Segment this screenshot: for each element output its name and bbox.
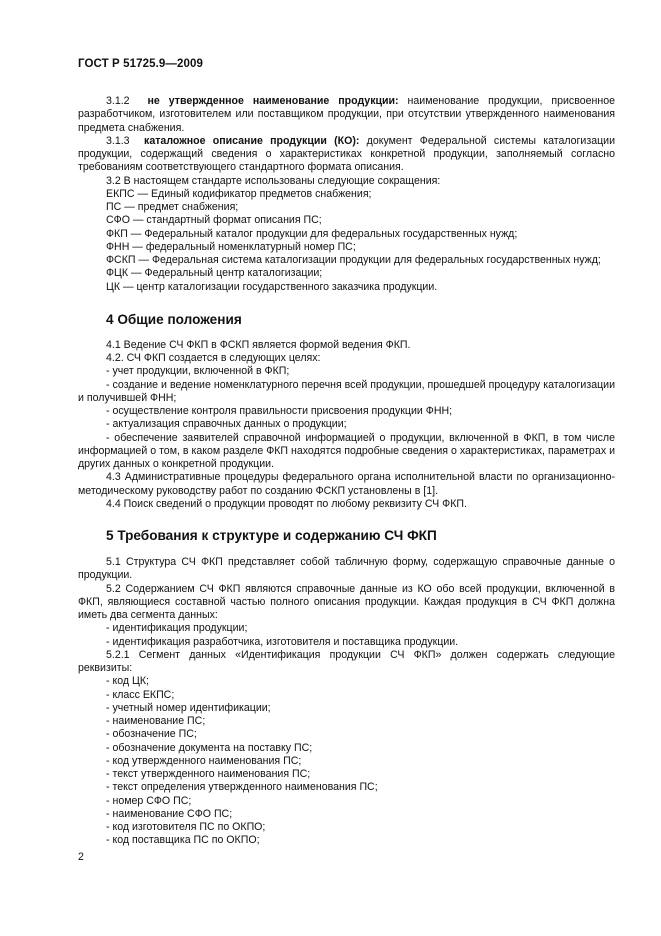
goal-item: - осуществление контроля правильности присвоения продукции ФНН; [106,405,453,417]
goal-item: - создание и ведение номенклатурного перечня всей продукции, прошедшей процедуру каталогизации и получившей ФНН; [78,378,615,404]
section-heading-5: 5 Требования к структуре и содержанию СЧ ФКП [106,528,437,543]
section-heading-4: 4 Общие положения [106,311,242,327]
requisite-item: - класс ЕКПС; [106,688,175,701]
clause-5-2-1: 5.2.1 Сегмент данных «Идентификация продукции СЧ ФКП» должен содержать следующие реквизиты: [78,648,615,674]
clause-4-1: 4.1 Ведение СЧ ФКП в ФСКП является формой ведения ФКП. [106,338,411,351]
clause-3-2: 3.2 В настоящем стандарте использованы следующие сокращения: [106,174,441,187]
requisite-item: - обозначение документа на поставку ПС; [106,741,313,754]
goal-item: - обеспечение заявителей справочной информацией о продукции, включенной в ФКП, в том числе информацией о том, в каком разделе ФКП находятся подробные сведения о характеристиках, параметрах и других данных о конкретной продукции. [78,431,615,470]
term: не утвержденное наименование продукции: [147,95,399,107]
abbrev-item: ПС — предмет снабжения; [106,201,239,213]
requisite-item: - текст определения утвержденного наименования ПС; [106,781,378,794]
abbrev-item: ЕКПС — Единый кодификатор предметов снабжения; [106,187,372,200]
requisite-item: - наименование СФО ПС; [106,807,233,820]
requisite-item: - учетный номер идентификации; [106,701,271,714]
goal-item: - учет продукции, включенной в ФКП; [106,365,290,378]
clause-number: 3.1.2 [106,95,130,107]
abbrev-item: ФЦК — Федеральный центр каталогизации; [106,267,323,280]
clause-4-4: 4.4 Поиск сведений о продукции проводят по любому реквизиту СЧ ФКП. [106,497,467,510]
abbrev-item: ЦК — центр каталогизации государственного заказчика продукции. [106,280,438,293]
running-header: ГОСТ Р 51725.9—2009 [78,58,203,70]
goal-item: - актуализация справочных данных о продукции; [106,418,347,431]
clause-3-1-2 [78,95,615,135]
requisite-item: - код ЦК; [106,675,149,688]
abbrev-item: ФСКП — Федеральная система каталогизации продукции для федеральных государственных нужд; [106,254,601,266]
abbrev-item: СФО — стандартный формат описания ПС; [106,214,322,227]
requisite-item: - обозначение ПС; [106,728,197,741]
requisite-item: - текст утвержденного наименования ПС; [106,768,311,780]
abbrev-item: ФНН — федеральный номенклатурный номер ПС; [106,240,356,253]
requisite-item: - код изготовителя ПС по ОКПО; [106,821,266,833]
clause-4-2: 4.2. СЧ ФКП создается в следующих целях: [106,352,321,364]
requisite-item: - код поставщика ПС по ОКПО; [106,834,260,847]
definition: документ Федеральной системы каталогизации продукции, содержащий сведения о характеристиках конкретной продукции, заполняемый согласно требованиям соответствующего стандартного формата описания. [78,134,615,174]
clause-3-1-3 [78,135,615,175]
segment-item: - идентификация продукции; [106,622,248,635]
requisite-item: - номер СФО ПС; [106,794,192,807]
page-number: 2 [78,851,84,863]
requisite-item: - код утвержденного наименования ПС; [106,754,302,767]
definition: наименование продукции, присвоенное разработчиком, изготовителем или поставщиком продукции, при отсутствии утвержденного наименования предмета снабжения. [78,95,615,134]
abbrev-item: ФКП — Федеральный каталог продукции для федеральных государственных нужд; [106,227,518,240]
requisite-item: - наименование ПС; [106,715,206,727]
clause-number: 3.1.3 [106,134,130,147]
clause-4-3: 4.3 Административные процедуры федерального органа исполнительной власти по организационно-методическому руководству работ по созданию ФСКП установлены в [1]. [78,471,615,497]
segment-item: - идентификация разработчика, изготовителя и поставщика продукции. [106,635,459,648]
clause-5-1: 5.1 Структура СЧ ФКП представляет собой табличную форму, содержащую справочные данные о продукции. [78,556,615,582]
term: каталожное описание продукции (КО): [144,134,360,147]
clause-5-2: 5.2 Содержанием СЧ ФКП являются справочные данные из КО обо всей продукции, включенной в ФКП, являющиеся составной частью полного описания продукции. Каждая продукция в СЧ ФКП должна иметь два сегмента данных: [78,582,615,621]
page-body [78,95,615,848]
